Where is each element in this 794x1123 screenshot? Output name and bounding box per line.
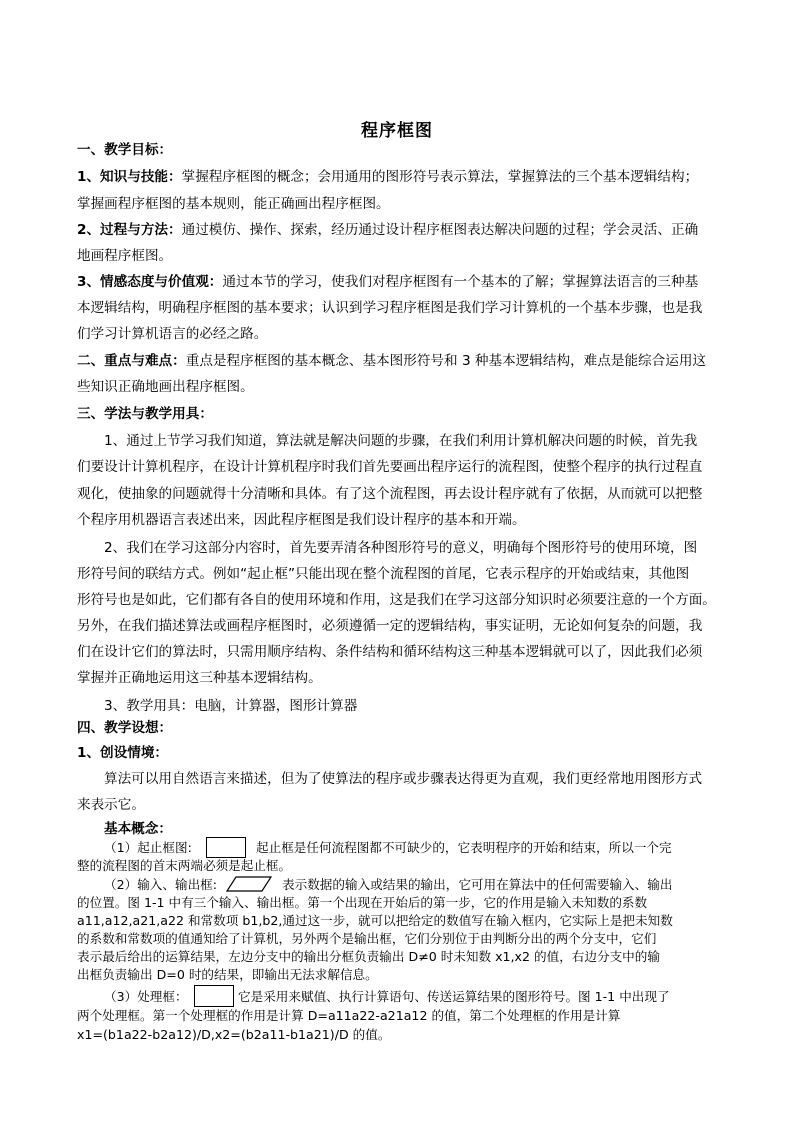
page-title: 程序框图 (361, 121, 433, 141)
objective-3-line-2: 本逻辑结构，明确程序框图的基本要求；认识到学习程序框图是我们学习计算机的一个基本步骤，也是我 (77, 300, 703, 316)
objective-3-line-1 (77, 273, 717, 292)
methods-p2-line-6: 掌握并正确地运用这三种基本逻辑结构。 (77, 670, 322, 686)
basic-concepts-heading: 基本概念： (104, 821, 172, 837)
concept-1-line-2: 整的流程图的首末两端必须是起止框。 (77, 858, 292, 873)
concept-2-line-4: 的系数和常数项的值通知给了计算机，另外两个是输出框，它们分别位于由判断分出的两个分支中，它们 (77, 931, 657, 946)
methods-p1-line-1: 1、通过上节学习我们知道，算法就是解决问题的步骤，在我们利用计算机解决问题的时候，首先我 (104, 433, 698, 449)
intro-line-2: 来表示它。 (77, 797, 145, 813)
methods-p3-line: 3、教学用具：电脑，计算器，图形计算器 (104, 698, 358, 714)
concept-2-line-5: 表示最后给出的运算结果，左边分支中的输出分框负责输出 D≠0 时未知数 x1,x2 的值，右边分支中的输 (77, 949, 660, 964)
methods-p2-line-5: 们在设计它们的算法时，只需用顺序结构、条件结构和循环结构这三种基本逻辑就可以了，因此我们必须 (77, 644, 703, 660)
concept-2-line-6: 出框负责输出 D=0 时的结果，即输出无法求解信息。 (77, 967, 378, 982)
section-heading-key-points: 二、重点与难点： (77, 353, 186, 369)
objective-1-line-1 (77, 168, 717, 187)
objective-1-label: 1、知识与技能： (77, 169, 182, 185)
methods-p2-line-4: 另外，在我们描述算法或画程序框图时，必须遵循一定的逻辑结构，事实证明，无论如何复杂的问题，我 (77, 618, 703, 634)
concept-2-label: （2）输入、输出框: (104, 877, 218, 892)
concept-2-line-2: 的位置。图 1-1 中有三个输入、输出框。第一个出现在开始后的第一步，它的作用是输入未知数的系数 (77, 895, 648, 910)
concept-2-line-3: a11,a12,a21,a22 和常数项 b1,b2,通过这一步，就可以把给定的数值写在输入框内，它实际上是把未知数 (77, 913, 673, 928)
concept-3-line-2: 两个处理框。第一个处理框的作用是计算 D=a11a22-a21a12 的值，第二个处理框的作用是计算 (77, 1008, 621, 1023)
objective-2-text: 通过模仿、操作、探索，经历通过设计程序框图表达解决问题的过程；学会灵活、正确 (181, 222, 699, 238)
methods-p1-line-4: 个程序用机器语言表述出来，因此程序框图是我们设计程序的基本和开端。 (77, 512, 526, 528)
terminal-box-icon (206, 837, 246, 858)
objective-2-line-2: 地画程序框图。 (77, 248, 173, 264)
section-heading-objectives: 一、教学目标： (77, 142, 173, 158)
methods-p2-line-2: 形符号间的联结方式。例如“起止框”只能出现在整个流程图的首尾，它表示程序的开始或结束，其他图 (77, 566, 690, 582)
objective-1-text: 掌握程序框图的概念；会用通用的图形符号表示算法，掌握算法的三个基本逻辑结构； (181, 169, 699, 185)
section-heading-methods: 三、学法与教学用具： (77, 406, 213, 422)
concept-1-label: （1）起止框图: (104, 840, 192, 855)
concept-3-label: （3）处理框： (104, 989, 188, 1004)
objective-3-line-3: 们学习计算机语言的必经之路。 (77, 326, 268, 342)
subheading-create-scenario: 1、创设情境： (77, 745, 169, 761)
objective-2-label: 2、过程与方法： (77, 222, 182, 238)
intro-line-1: 算法可以用自然语言来描述，但为了使算法的程序或步骤表达得更为直观，我们更经常地用图形方式 (104, 771, 703, 787)
objective-3-label: 3、情感态度与价值观： (77, 274, 223, 290)
concept-3-line-3: x1=(b1a22-b2a12)/D,x2=(b2a11-b1a21)/D 的值。 (77, 1027, 391, 1042)
concept-2-line-1: 表示数据的输入或结果的输出，它可用在算法中的任何需要输入、输出 (282, 877, 673, 892)
objective-2-line-1 (77, 221, 717, 240)
methods-p1-line-3: 观化，使抽象的问题就得十分清晰和具体。有了这个流程图，再去设计程序就有了依据，从而就可以把整 (77, 486, 703, 502)
concept-1-line-1: 起止框是任何流程图都不可缺少的，它表明程序的开始和结束，所以一个完 (256, 840, 672, 855)
io-parallelogram-icon (226, 876, 272, 892)
concept-3-line-1: 它是采用来赋值、执行计算语句、传送运算结果的图形符号。图 1-1 中出现了 (238, 989, 670, 1004)
methods-p2-line-3: 形符号也是如此，它们都有各自的使用环境和作用，这是我们在学习这部分知识时必须要注意的一个方面。 (77, 592, 716, 608)
objective-1-line-2: 掌握画程序框图的基本规则，能正确画出程序框图。 (77, 196, 390, 212)
objective-3-text: 通过本节的学习，使我们对程序框图有一个基本的了解；掌握算法语言的三种基 (222, 274, 699, 290)
section-heading-design: 四、教学设想： (77, 720, 173, 736)
key-points-text: 重点是程序框图的基本概念、基本图形符号和 3 种基本逻辑结构，难点是能综合运用这 (185, 353, 707, 369)
process-box-icon (194, 985, 234, 1007)
key-points-line-1 (77, 352, 717, 371)
methods-p1-line-2: 们要设计计算机程序，在设计计算机程序时我们首先要画出程序运行的流程图，使整个程序的执行过程直 (77, 459, 703, 475)
methods-p2-line-1: 2、我们在学习这部分内容时，首先要弄清各种图形符号的意义，明确每个图形符号的使用环境，图 (104, 540, 698, 556)
key-points-line-2: 些知识正确地画出程序框图。 (77, 379, 254, 395)
